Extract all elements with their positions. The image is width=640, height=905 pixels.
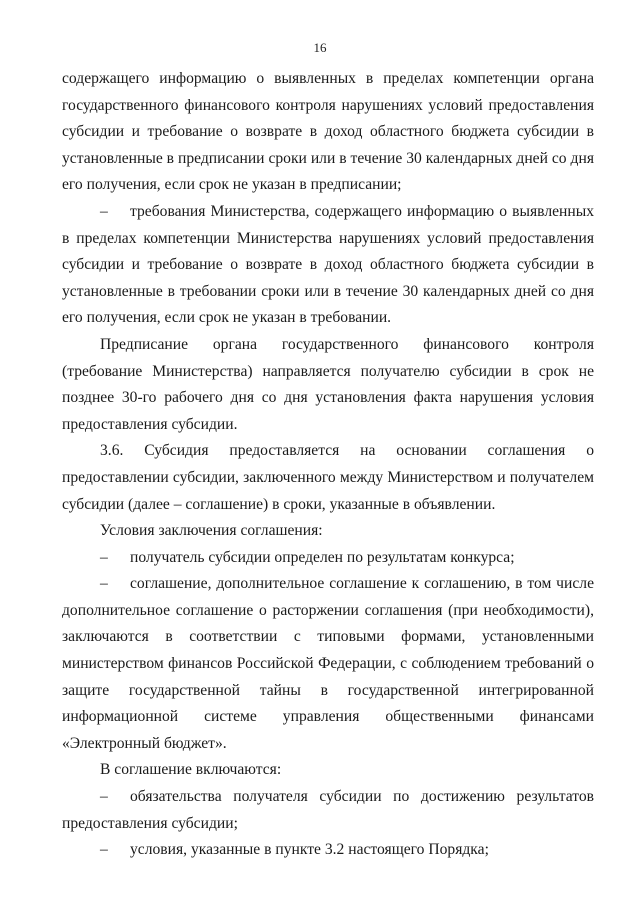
page-number: 16 bbox=[313, 40, 327, 55]
dash-marker: – bbox=[100, 548, 108, 566]
list-item-text: требования Министерства, содержащего информацию о выявленных в пределах компетенции Министерства нарушениях условий предоставления субсидии и требование о возврате в доход областного бюджета субсидии в установленные в требовании сроки или в течение 30 календарных дней со дня его получения, если срок не указан в требовании. bbox=[62, 202, 594, 327]
dash-marker: – bbox=[100, 202, 108, 220]
paragraph-agreement-includes-heading: В соглашение включаются: bbox=[100, 761, 282, 779]
list-item-recipient-determined bbox=[62, 545, 594, 572]
paragraph-continuation: содержащего информацию о выявленных в пределах компетенции органа государственного финансового контроля нарушениях условий предоставления субсидии и требование о возврате в доход областного бюджета субсидии в установленные в предписании сроки или в течение 30 календарных дней со дня его получения, если срок не указан в предписании; bbox=[62, 70, 594, 194]
list-item-text: получатель субсидии определен по результатам конкурса; bbox=[130, 548, 515, 566]
dash-marker: – bbox=[100, 575, 108, 593]
list-item-recipient-obligations bbox=[62, 784, 594, 837]
dash-marker: – bbox=[100, 841, 108, 859]
list-item-text: условия, указанные в пункте 3.2 настоящего Порядка; bbox=[130, 841, 489, 859]
paragraph-prescription: Предписание органа государственного финансового контроля (требование Министерства) направляется получателю субсидии в срок не позднее 30-го рабочего дня со дня установления факта нарушения условия предоставления субсидии. bbox=[62, 335, 594, 433]
list-item-conditions-3-2 bbox=[62, 837, 594, 864]
dash-marker: – bbox=[100, 788, 108, 806]
body-text bbox=[62, 66, 594, 864]
paragraph-section-3-6: 3.6. Субсидия предоставляется на основании соглашения о предоставлении субсидии, заключенного между Министерством и получателем субсидии (далее – соглашение) в сроки, указанные в объявлении. bbox=[62, 442, 594, 513]
list-item-text: соглашение, дополнительное соглашение к соглашению, в том числе дополнительное соглашение о расторжении соглашения (при необходимости), заключаются в соответствии с типовыми формами, установленными министерством финансов Российской Федерации, с соблюдением требований о защите государственной тайны в государственной интегрированной информационной системе управления общественными финансами «Электронный бюджет». bbox=[62, 575, 594, 752]
list-item-ministry-requirement bbox=[62, 199, 594, 332]
list-item-agreement-forms bbox=[62, 571, 594, 757]
paragraph-agreement-conditions-heading: Условия заключения соглашения: bbox=[100, 522, 323, 540]
list-item-text: обязательства получателя субсидии по достижению результатов предоставления субсидии; bbox=[62, 788, 594, 832]
